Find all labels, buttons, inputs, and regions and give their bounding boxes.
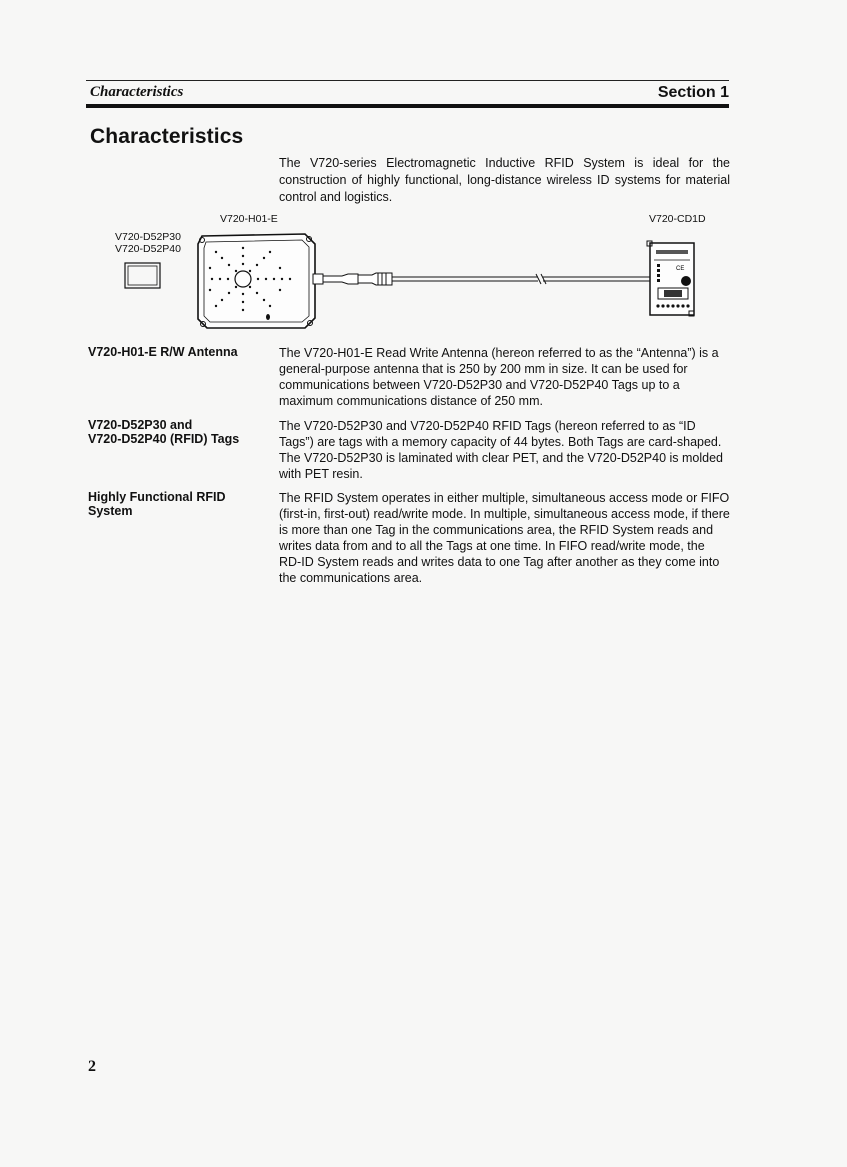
section-heading: Highly Functional RFID System	[88, 490, 226, 518]
cable-drawing	[313, 273, 650, 285]
section-heading: V720-H01-E R/W Antenna	[88, 345, 238, 359]
rfid-tag-drawing	[125, 263, 160, 288]
section-heading: V720-D52P30 and V720-D52P40 (RFID) Tags	[88, 418, 240, 446]
header-rule-bottom	[86, 104, 729, 108]
tag-label-1: V720-D52P30	[115, 231, 181, 243]
tag-label-2: V720-D52P40	[115, 243, 181, 255]
section-body: The V720-H01-E Read Write Antenna (hereon referred to as the “Antenna”) is a general-purpose antenna that is 250 by 200 mm in size. It can be used for communications between V720-D52P30 and V720-D52P40 Tags up to a maximum communications distance of 250 mm.	[279, 346, 719, 408]
intro-paragraph: The V720-series Electromagnetic Inductive RFID System is ideal for the construction of highly functional, long-distance wireless ID systems for material control and logistics.	[279, 156, 730, 204]
section-body: The RFID System operates in either multiple, simultaneous access mode or FIFO (first-in, first-out) read/write mode. In multiple, simultaneous access mode, if there is more than one Tag in the communications area, the RFID System reads and writes data from and to all the Tags at one time. In FIFO read/write mode, the RD-ID System reads and writes data to one Tag after another as they come into the communications area.	[279, 491, 730, 585]
svg-text:CE: CE	[676, 266, 685, 272]
running-header-title: Characteristics	[90, 84, 184, 100]
controller-drawing	[647, 241, 694, 316]
antenna-drawing	[198, 234, 315, 328]
system-diagram-drawing	[110, 208, 730, 333]
antenna-label: V720-H01-E	[220, 213, 278, 225]
running-header-section: Section 1	[657, 84, 729, 101]
page-number: 2	[88, 1058, 96, 1075]
controller-label: V720-CD1D	[649, 213, 706, 225]
system-diagram	[110, 208, 730, 333]
section-body: The V720-D52P30 and V720-D52P40 RFID Tags (hereon referred to as “ID Tags”) are tags with a memory capacity of 44 bytes. Both Tags are card-shaped. The V720-D52P30 is laminated with clear PET, and the V720-D52P40 is molded with PET resin.	[279, 419, 724, 481]
page-title: Characteristics	[90, 125, 244, 148]
header-rule-top	[86, 80, 729, 81]
